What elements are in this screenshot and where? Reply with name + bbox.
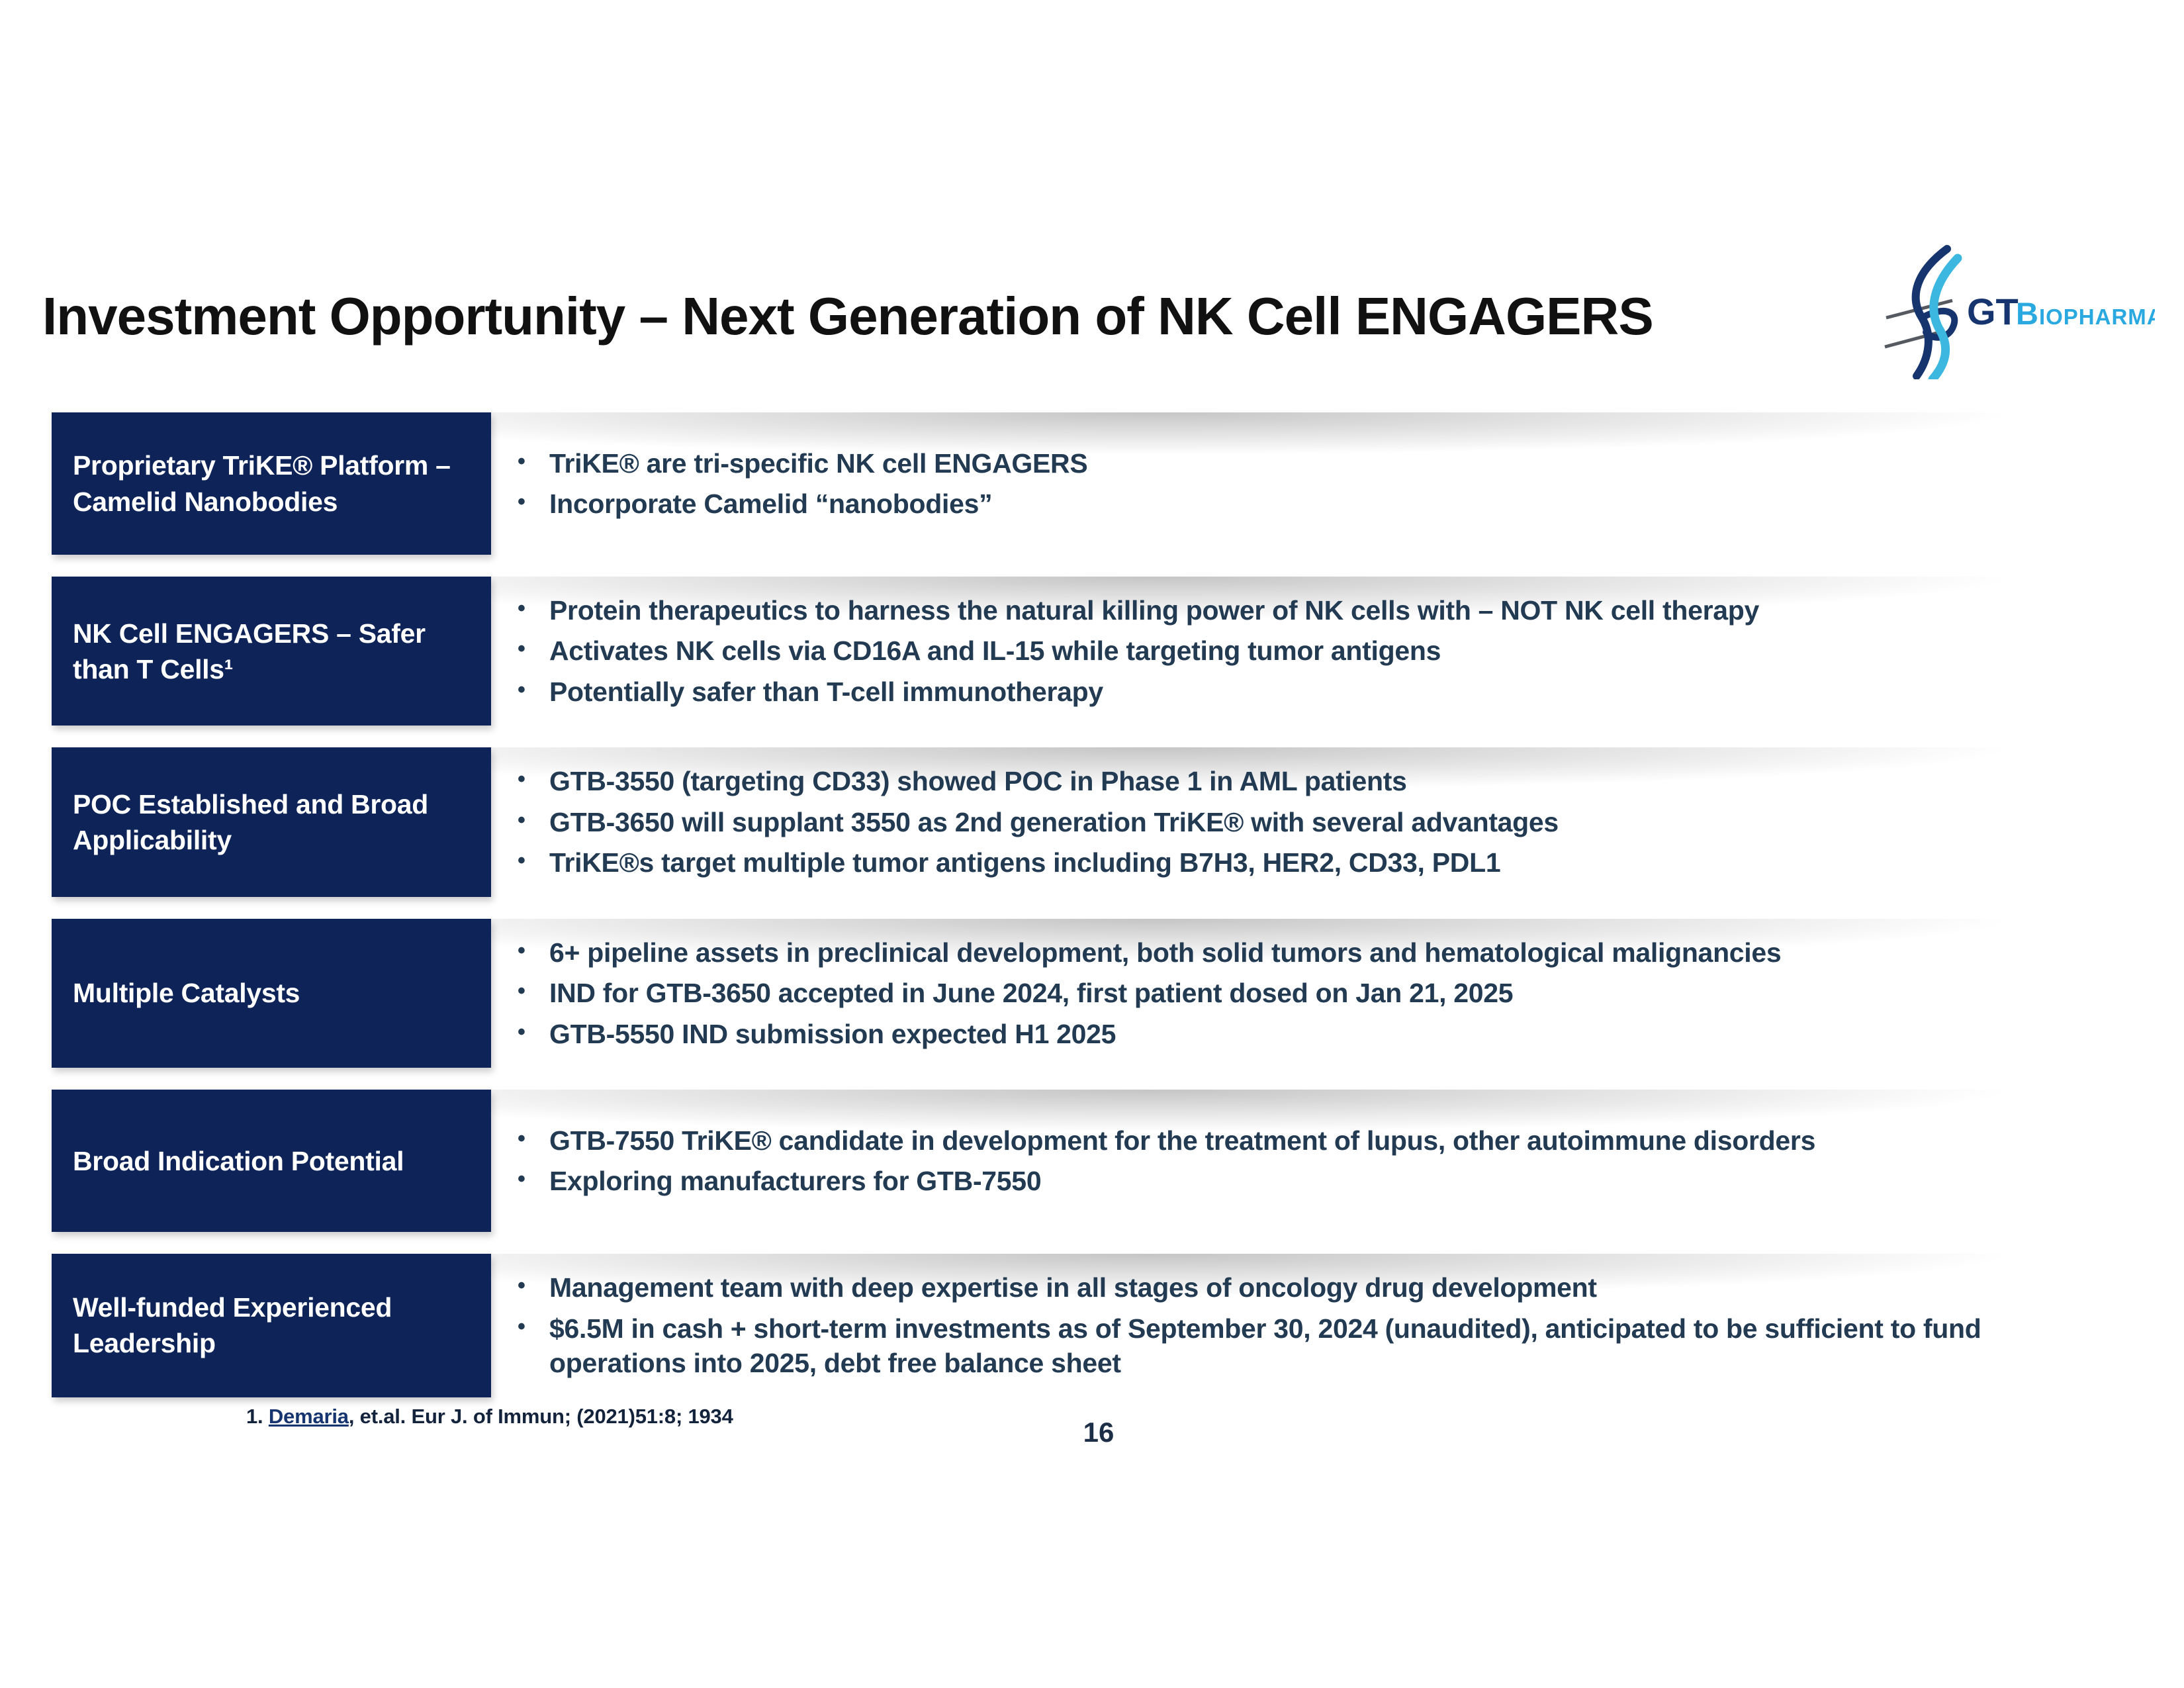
bullet-text: $6.5M in cash + short-term investments as of September 30, 2024 (unaudited), anticipated to be sufficient to fund operations into 2025, debt free balance sheet <box>549 1313 1981 1379</box>
bullet-item <box>514 976 2114 1010</box>
row-bullets <box>491 1254 2140 1397</box>
bullet-list <box>514 440 2114 528</box>
bullet-icon: • <box>518 1313 525 1339</box>
footnote <box>246 1405 733 1429</box>
logo-swoosh-icon <box>1884 244 2155 379</box>
bullet-text: GTB-3650 will supplant 3550 as 2nd generation TriKE® with several advantages <box>549 806 1559 837</box>
footnote-rest: , et.al. Eur J. of Immun; (2021)51:8; 1934 <box>348 1405 733 1428</box>
table-row <box>52 1254 2140 1397</box>
table-row <box>52 412 2140 555</box>
bullet-text: Potentially safer than T-cell immunotherapy <box>549 676 1103 707</box>
bullet-list <box>514 1117 2114 1205</box>
table-row <box>52 1090 2140 1232</box>
bullet-text: 6+ pipeline assets in preclinical development, both solid tumors and hematological malignancies <box>549 937 1782 968</box>
bullet-item <box>514 675 2114 709</box>
bullet-list <box>514 587 2114 715</box>
bullet-text: Exploring manufacturers for GTB-7550 <box>549 1166 1042 1197</box>
bullet-item <box>514 1017 2114 1051</box>
bullet-text: Management team with deep expertise in all stages of oncology drug development <box>549 1272 1597 1303</box>
bullet-list <box>514 1264 2114 1386</box>
bullet-icon: • <box>518 1166 525 1192</box>
bullet-icon: • <box>518 807 525 833</box>
bullet-text: TriKE® are tri-specific NK cell ENGAGERS <box>549 447 1088 479</box>
bullet-icon: • <box>518 596 525 621</box>
bullet-icon: • <box>518 1273 525 1299</box>
row-bullets <box>491 577 2140 726</box>
bullet-list <box>514 758 2114 886</box>
bullet-item <box>514 1164 2114 1198</box>
logo-text-gt: GT <box>1967 291 2019 332</box>
bullet-item <box>514 845 2114 880</box>
bullet-icon: • <box>518 1019 525 1045</box>
bullet-text: Activates NK cells via CD16A and IL-15 while targeting tumor antigens <box>549 635 1441 667</box>
category-label: Broad Indication Potential <box>52 1090 491 1232</box>
company-logo <box>1884 244 2155 379</box>
table-row <box>52 577 2140 726</box>
bullet-item <box>514 487 2114 521</box>
bullet-icon: • <box>518 937 525 963</box>
bullet-item <box>514 935 2114 970</box>
bullet-item <box>514 1270 2114 1305</box>
bullet-icon: • <box>518 978 525 1004</box>
bullet-icon: • <box>518 448 525 474</box>
bullet-icon: • <box>518 767 525 792</box>
category-label: Well-funded Experienced Leadership <box>52 1254 491 1397</box>
footnote-prefix: 1. <box>246 1405 269 1428</box>
bullet-text: GTB-7550 TriKE® candidate in development for the treatment of lupus, other autoimmune disorders <box>549 1125 1816 1156</box>
bullet-item <box>514 1311 2114 1381</box>
bullet-icon: • <box>518 636 525 662</box>
category-label: Multiple Catalysts <box>52 919 491 1068</box>
bullet-icon: • <box>518 848 525 874</box>
category-label: Proprietary TriKE® Platform – Camelid Nanobodies <box>52 412 491 555</box>
row-bullets <box>491 412 2140 555</box>
row-bullets <box>491 919 2140 1068</box>
bullet-icon: • <box>518 1125 525 1151</box>
bullet-icon: • <box>518 489 525 514</box>
category-rows <box>52 412 2140 1397</box>
bullet-item <box>514 593 2114 628</box>
page-number: 16 <box>1083 1417 1115 1448</box>
bullet-list <box>514 929 2114 1057</box>
page-title: Investment Opportunity – Next Generation of NK Cell ENGAGERS <box>42 287 1653 346</box>
bullet-item <box>514 764 2114 798</box>
bullet-text: Incorporate Camelid “nanobodies” <box>549 489 993 519</box>
bullet-icon: • <box>518 677 525 702</box>
category-label: NK Cell ENGAGERS – Safer than T Cells¹ <box>52 577 491 726</box>
table-row <box>52 747 2140 896</box>
table-row <box>52 919 2140 1068</box>
bullet-text: GTB-5550 IND submission expected H1 2025 <box>549 1018 1116 1049</box>
category-label: POC Established and Broad Applicability <box>52 747 491 896</box>
bullet-item <box>514 805 2114 839</box>
bullet-text: TriKE®s target multiple tumor antigens including B7H3, HER2, CD33, PDL1 <box>549 847 1501 878</box>
bullet-text: Protein therapeutics to harness the natural killing power of NK cells with – NOT NK cell therapy <box>549 595 1759 626</box>
bullet-item <box>514 446 2114 481</box>
bullet-text: GTB-3550 (targeting CD33) showed POC in Phase 1 in AML patients <box>549 766 1407 797</box>
row-bullets <box>491 1090 2140 1232</box>
bullet-item <box>514 1123 2114 1158</box>
row-bullets <box>491 747 2140 896</box>
footnote-link[interactable]: Demaria <box>268 1405 349 1428</box>
logo-text-biopharma: Biopharma <box>2016 296 2155 331</box>
bullet-item <box>514 633 2114 668</box>
bullet-text: IND for GTB-3650 accepted in June 2024, first patient dosed on Jan 21, 2025 <box>549 978 1514 1009</box>
